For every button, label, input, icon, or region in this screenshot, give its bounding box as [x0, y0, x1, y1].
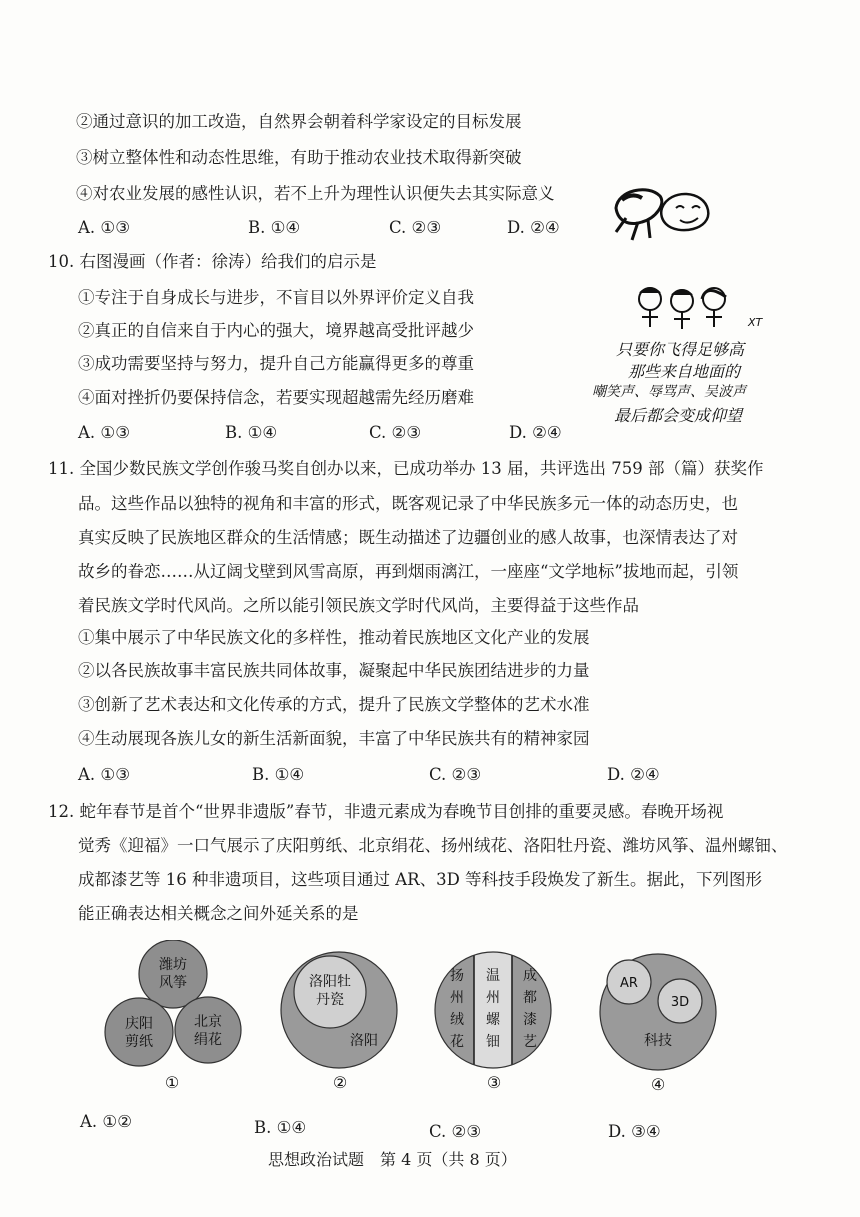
q9-option-c: C. ②③ — [389, 218, 442, 237]
q10-item-2: ②真正的自信来自于内心的强大，境界越高受批评越少 — [78, 321, 474, 340]
d3-col1-3: 绒 — [450, 1012, 464, 1028]
q10-cartoon-caption-2: 那些来自地面的 — [628, 362, 741, 381]
diagram-2 — [281, 952, 397, 1092]
q11-stem-line-3: 真实反映了民族地区群众的生活情感；既生动描述了边疆创业的感人故事，也深情表达了对 — [78, 528, 738, 547]
d3-col3-1: 成 — [523, 968, 537, 984]
q11-option-d: D. ②④ — [607, 765, 660, 784]
q9-item-4: ④对农业发展的感性认识，若不上升为理性认识便失去其实际意义 — [76, 184, 555, 203]
d1-right-line-2: 绢花 — [194, 1032, 222, 1048]
q10-item-4: ④面对挫折仍要保持信念，若要实现超越需先经历磨难 — [78, 388, 474, 407]
d3-col1-4: 花 — [450, 1034, 464, 1050]
q9-item-3: ③树立整体性和动态性思维，有助于推动农业技术取得新突破 — [76, 148, 522, 167]
d1-top-line-2: 风筝 — [159, 975, 187, 991]
q10-item-1: ①专注于自身成长与进步，不盲目以外界评价定义自我 — [78, 288, 474, 307]
circle-qingyang-papercut — [105, 998, 173, 1066]
q12-option-b: B. ①④ — [254, 1118, 307, 1137]
d2-outer-label: 洛阳 — [350, 1033, 378, 1049]
q9-option-d: D. ②④ — [507, 218, 560, 237]
q11-stem-line-5: 着民族文学时代风尚。之所以能引领民族文学时代风尚，主要得益于这些作品 — [78, 596, 639, 615]
d3-col3-2: 都 — [523, 990, 537, 1006]
d1-right-line-1: 北京 — [194, 1014, 222, 1030]
q12-stem-line-2: 觉秀《迎福》一口气展示了庆阳剪纸、北京绢花、扬州绒花、洛阳牡丹瓷、潍坊风筝、温州螺钿、 — [78, 836, 788, 855]
circle-weifang-kite — [139, 940, 207, 1008]
d3-col2-3: 螺 — [486, 1012, 500, 1028]
diagram-3 — [434, 950, 552, 1092]
q11-stem-line-4: 故乡的眷恋……从辽阔戈壁到风雪高原，再到烟雨漓江，一座座“文学地标”拔地而起，引领 — [78, 562, 739, 581]
q11-item-3: ③创新了艺术表达和文化传承的方式，提升了民族文学整体的艺术水准 — [78, 695, 590, 714]
q11-stem-line-2: 品。这些作品以独特的视角和丰富的形式，既客观记录了中华民族多元一体的动态历史，也 — [78, 494, 738, 513]
page-footer: 思想政治试题 第 4 页（共 8 页） — [268, 1150, 517, 1169]
q11-option-a: A. ①③ — [78, 765, 130, 784]
q10-cartoon-caption-4: 最后都会变成仰望 — [614, 406, 743, 425]
q12-option-c: C. ②③ — [429, 1122, 482, 1141]
q10-cartoon-caption-1: 只要你飞得足够高 — [616, 340, 745, 359]
d1-left-line-2: 剪纸 — [125, 1034, 153, 1050]
d3-col2-4: 钿 — [486, 1034, 500, 1050]
d2-inner-line-2: 丹瓷 — [316, 992, 344, 1008]
d1-label: ① — [164, 1073, 180, 1092]
q11-item-2: ②以各民族故事丰富民族共同体故事，凝聚起中华民族团结进步的力量 — [78, 661, 590, 680]
circle-beijing-silkflower — [175, 997, 241, 1063]
q11-option-b: B. ①④ — [252, 765, 305, 784]
q10-cartoon-caption-3: 嘲笑声、辱骂声、吴波声 — [592, 384, 746, 400]
d3-label: ③ — [486, 1073, 502, 1092]
d2-inner-line-1: 洛阳牡 — [309, 974, 351, 990]
q10-option-b: B. ①④ — [225, 423, 278, 442]
diagram-4 — [600, 954, 716, 1094]
q9-option-a: A. ①③ — [78, 218, 130, 237]
d4-label: ④ — [650, 1075, 666, 1094]
d4-3d-label: 3D — [670, 995, 690, 1010]
d3-col2-2: 州 — [486, 990, 500, 1006]
q10-option-d: D. ②④ — [509, 423, 562, 442]
q12-diagrams — [60, 940, 780, 1100]
q10-option-a: A. ①③ — [78, 423, 130, 442]
d3-col2-1: 温 — [486, 968, 500, 984]
d3-col1-1: 扬 — [450, 968, 464, 984]
q9-cartoon-image — [608, 178, 718, 246]
q12-stem-line-4: 能正确表达相关概念之间外延关系的是 — [78, 904, 359, 923]
q10-stem: 10. 右图漫画（作者：徐涛）给我们的启示是 — [48, 252, 377, 271]
diagram-1 — [105, 940, 241, 1092]
q9-option-b: B. ①④ — [248, 218, 301, 237]
d2-label: ② — [332, 1073, 348, 1092]
q11-stem-line-1: 11. 全国少数民族文学创作骏马奖自创办以来，已成功举办 13 届，共评选出 759 部（篇）获奖作 — [48, 459, 764, 478]
q10-cartoon-image — [628, 283, 768, 333]
q11-item-4: ④生动展现各族儿女的新生活新面貌，丰富了中华民族共有的精神家园 — [78, 729, 590, 748]
q12-option-a: A. ①② — [80, 1112, 132, 1131]
d3-col3-3: 漆 — [523, 1012, 537, 1028]
q11-option-c: C. ②③ — [429, 765, 482, 784]
q12-stem-line-3: 成都漆艺等 16 种非遗项目，这些项目通过 AR、3D 等科技手段焕发了新生。据此，下列图形 — [78, 870, 763, 889]
d4-outer-label: 科技 — [644, 1033, 672, 1049]
q10-option-c: C. ②③ — [369, 423, 422, 442]
d1-top-line-1: 潍坊 — [159, 957, 187, 973]
q10-cartoon-signature: XT — [748, 316, 763, 329]
d4-ar-label: AR — [620, 976, 638, 991]
q12-stem-line-1: 12. 蛇年春节是首个“世界非遗版”春节，非遗元素成为春晚节目创排的重要灵感。春晚开场视 — [48, 802, 724, 821]
d3-col1-2: 州 — [450, 990, 464, 1006]
d3-col3-4: 艺 — [523, 1034, 537, 1050]
d1-left-line-1: 庆阳 — [125, 1016, 153, 1032]
q9-item-2: ②通过意识的加工改造，自然界会朝着科学家设定的目标发展 — [76, 112, 522, 131]
q12-option-d: D. ③④ — [608, 1122, 661, 1141]
q11-item-1: ①集中展示了中华民族文化的多样性，推动着民族地区文化产业的发展 — [78, 628, 590, 647]
q10-item-3: ③成功需要坚持与努力，提升自己方能赢得更多的尊重 — [78, 354, 474, 373]
